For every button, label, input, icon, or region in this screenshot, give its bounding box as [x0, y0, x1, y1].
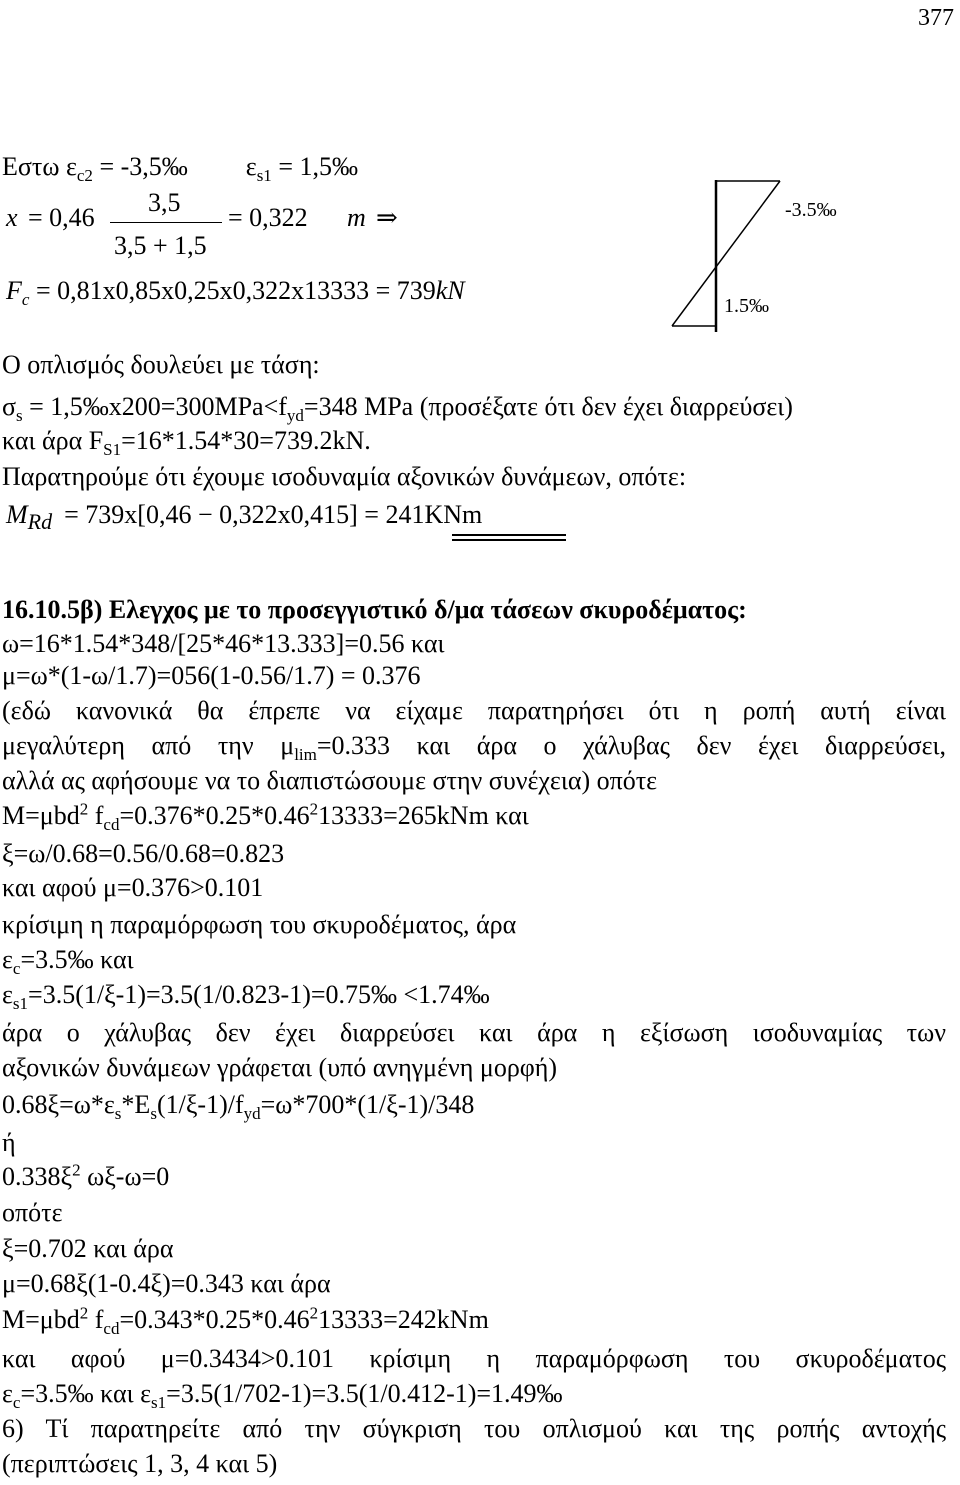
text-line: άρα ο χάλυβας δεν έχει διαρρεύσει και άρα η εξίσωση ισοδυναμίας των [2, 1018, 946, 1047]
section-heading: 16.10.5β) Ελεγχος με το προσεγγιστικό δ/μα τάσεων σκυροδέματος: [2, 595, 747, 624]
concrete-force-equation: $F_c = 0,81x0,85x0,25x0,322x13333 = 739kN$ [6, 276, 465, 310]
text-line: ω=16*1.54*348/[25*46*13.333]=0.56 και [2, 629, 445, 658]
text-line: Ο οπλισμός δουλεύει με τάση: [2, 350, 320, 379]
text-line: (εδώ κανονικά θα έπρεπε να είχαμε παρατηρήσει ότι η ροπή αυτή είναι [2, 696, 946, 725]
page-number: 377 [918, 5, 954, 31]
diagram-bottom-label: 1.5‰ [724, 295, 769, 317]
text-line: και αφού μ=0.376>0.101 [2, 873, 264, 902]
strain-assumption-line: Εστω $\varepsilon_{c2}$ = -3,5‰ $\varepsilon_{s1}$ = 1,5‰ [2, 152, 358, 186]
text-line: και άρα $F_{S1}=16*1.54*30=739.2kN$. [2, 426, 371, 460]
text-line: μ=0.68ξ(1-0.4ξ)=0.343 και άρα [2, 1269, 331, 1298]
text-line: 6) Τί παρατηρείτε από την σύγκριση του οπλισμού και της ροπής αντοχής [2, 1414, 946, 1443]
text-line: $\sigma_s$ = $1,5‰x200=300MPa<f_{yd}=348$ MPa (προσέξατε ότι δεν έχει διαρρεύσει) [2, 392, 793, 426]
text-line: $0.68\xi=\omega*\varepsilon_s*E_s(1/\xi-1)/f_{yd}=\omega*700*(1/\xi-1)/348$ [2, 1090, 475, 1124]
double-underline-top [452, 534, 566, 536]
implies-arrow: ⇒ [376, 203, 398, 232]
fraction-denominator: 3,5 + 1,5 [114, 231, 207, 260]
text-line: (περιπτώσεις 1, 3, 4 και 5) [2, 1449, 278, 1478]
moment-equation: $M_{Rd} = 739x[0,46 - 0,322x0,415] = 241KNm$ [6, 500, 483, 535]
text-line: και αφού μ=0.3434>0.101 κρίσιμη η παραμόρφωση του σκυροδέματος [2, 1344, 946, 1373]
text-line: ή [2, 1128, 16, 1157]
text-line: κρίσιμη η παραμόρφωση του σκυροδέματος, άρα [2, 910, 517, 939]
text-line: $\varepsilon_c=3.5‰$ και $\varepsilon_{s1}=3.5(1/702-1)=3.5(1/0.412-1)=1.49‰$ [2, 1379, 563, 1413]
double-underline-bottom [452, 539, 566, 541]
text-line: αλλά ας αφήσουμε να το διαπιστώσουμε στην συνέχεια) οπότε [2, 766, 658, 795]
text-line: οπότε [2, 1198, 63, 1227]
text-line: $0.338\xi^2$ ωξ-ω=0 [2, 1160, 170, 1191]
text-line: M=μbd$^2$ $f_{cd}=0.343*0.25*0.46^213333=242kNm$ [2, 1303, 489, 1339]
text-line: ξ=ω/0.68=0.56/0.68=0.823 [2, 839, 285, 868]
text-line: M=μbd$^2$ $f_{cd}=0.376*0.25*0.46^213333=265kNm$ και [2, 799, 529, 835]
text-line: ξ=0.702 και άρα [2, 1234, 174, 1263]
diagram-top-label: -3.5‰ [785, 199, 837, 221]
text-line: μ=ω*(1-ω/1.7)=056(1-0.56/1.7) = 0.376 [2, 661, 421, 690]
text-line: Παρατηρούμε ότι έχουμε ισοδυναμία αξονικών δυνάμεων, οπότε: [2, 462, 687, 491]
text-line: μεγαλύτερη από την $\mu_{lim}=0.333$ και άρα ο χάλυβας δεν έχει διαρρεύσει, [2, 731, 947, 765]
text-line: $\varepsilon_c=3.5‰$ και [2, 945, 134, 979]
moment-result: 241KNm [385, 500, 483, 529]
fraction-numerator: 3,5 [148, 188, 181, 217]
text-line: αξονικών δυνάμεων γράφεται (υπό ανηγμένη μορφή) [2, 1053, 558, 1082]
text-line: $\varepsilon_{s1}=3.5(1/\xi-1)=3.5(1/0.823-1)=0.75‰$ <1.74‰ [2, 980, 490, 1014]
